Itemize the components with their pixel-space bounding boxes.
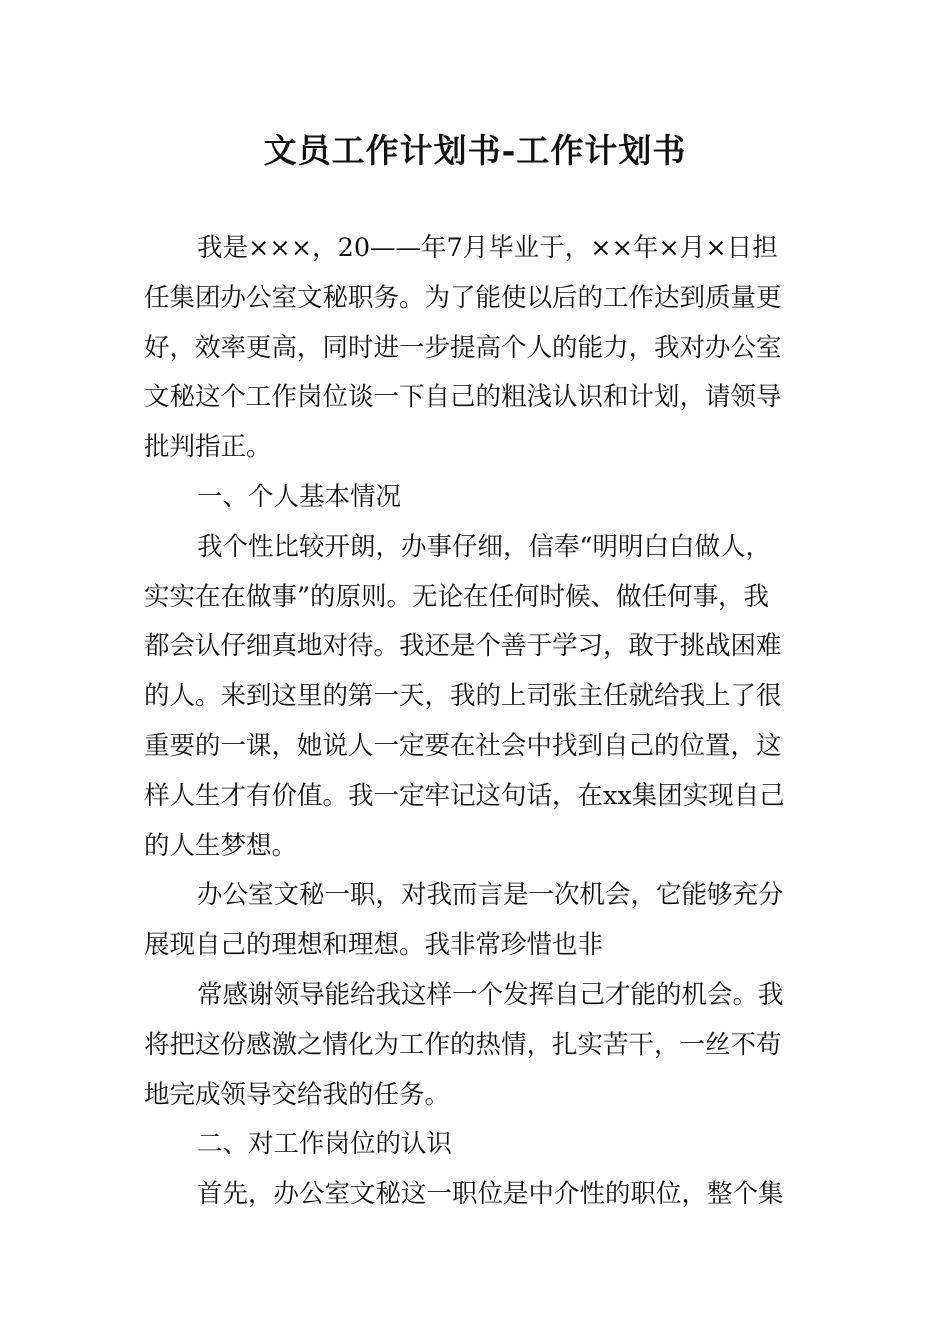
body-text-line: 文秘这个工作岗位谈一下自己的粗浅认识和计划，请领导 xyxy=(144,382,782,413)
body-text-line: 我是×××，20——年7月毕业于，××年×月×日担 xyxy=(197,233,778,263)
body-text-line: 一、个人基本情况 xyxy=(197,481,402,512)
body-text-line: 常感谢领导能给我这样一个发挥自己才能的机会。我 xyxy=(197,979,784,1010)
document-title: 文员工作计划书-工作计划书 xyxy=(263,131,687,170)
body-text-line: 的人生梦想。 xyxy=(144,830,298,861)
body-text-line: 将把这份感激之情化为工作的热情，扎实苦干，一丝不苟 xyxy=(144,1029,782,1060)
body-text-line: 办公室文秘一职，对我而言是一次机会，它能够充分 xyxy=(197,880,784,911)
body-text-line: 展现自己的理想和理想。我非常珍惜也非 xyxy=(144,930,604,961)
body-text-line: 二、对工作岗位的认识 xyxy=(197,1129,453,1160)
body-text-line: 样人生才有价值。我一定牢记这句话，在xx集团实现自己 xyxy=(144,780,785,811)
body-text-line: 我个性比较开朗，办事仔细，信奉“明明白白做人， xyxy=(197,531,772,562)
body-text-line: 任集团办公室文秘职务。为了能使以后的工作达到质量更 xyxy=(144,282,782,313)
body-text-line: 批判指正。 xyxy=(144,432,272,463)
body-text-line: 首先，办公室文秘这一职位是中介性的职位，整个集 xyxy=(197,1179,784,1210)
body-text-line: 重要的一课，她说人一定要在社会中找到自己的位置，这 xyxy=(144,730,782,761)
body-text-line: 的人。来到这里的第一天，我的上司张主任就给我上了很 xyxy=(144,681,782,712)
body-text-line: 实实在在做事”的原则。无论在任何时候、做任何事，我 xyxy=(144,581,770,612)
body-text-line: 好，效率更高，同时进一步提高个人的能力，我对办公室 xyxy=(144,332,782,363)
body-text-line: 地完成领导交给我的任务。 xyxy=(144,1079,451,1110)
document-body xyxy=(144,224,808,1220)
body-text-line: 都会认仔细真地对待。我还是个善于学习，敢于挑战困难 xyxy=(144,631,782,662)
